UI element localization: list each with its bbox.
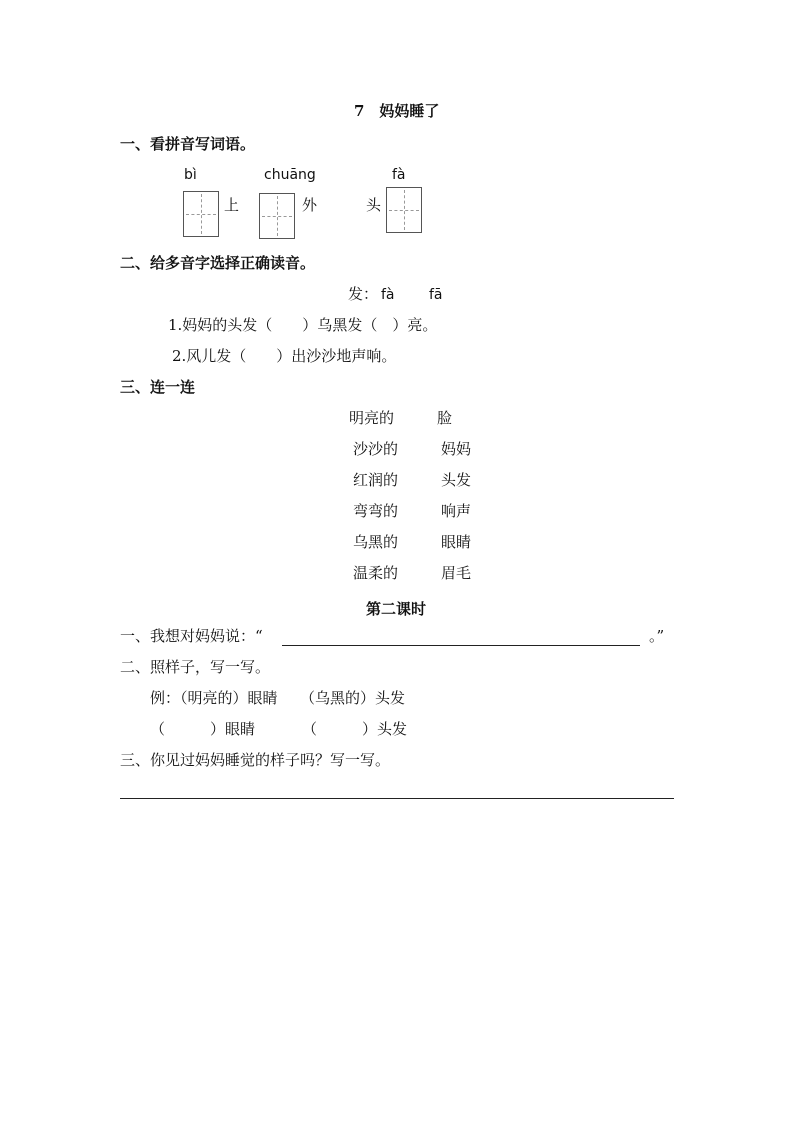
polyphone-char: 发：	[348, 285, 379, 303]
writing-box-1[interactable]	[183, 191, 219, 237]
writing-box-2[interactable]	[259, 193, 295, 239]
match-right-item[interactable]: 眉毛	[441, 564, 472, 582]
answer-line-2[interactable]	[120, 798, 674, 799]
match-right-item[interactable]: 响声	[441, 502, 472, 520]
pinyin-fa: fà	[392, 167, 406, 183]
match-left-item[interactable]: 弯弯的	[353, 502, 399, 520]
match-left-item[interactable]: 乌黑的	[353, 533, 399, 551]
part2-question-1-end: 。”	[649, 627, 665, 645]
lesson-2-title: 第二课时	[366, 600, 427, 618]
section3-heading: 三、连一连	[120, 378, 196, 396]
reading-option-1: fà	[381, 287, 395, 303]
pinyin-chuang: chuāng	[264, 167, 316, 183]
fill-blank-eyes[interactable]: （ ）眼睛	[150, 720, 256, 738]
match-left-item[interactable]: 温柔的	[353, 564, 399, 582]
match-left-item[interactable]: 红润的	[353, 471, 399, 489]
match-left-item[interactable]: 沙沙的	[353, 440, 399, 458]
writing-box-3[interactable]	[386, 187, 422, 233]
section2-heading: 二、给多音字选择正确读音。	[120, 254, 316, 272]
char-tou: 头	[366, 196, 382, 214]
match-right-item[interactable]: 脸	[437, 409, 453, 427]
match-right-item[interactable]: 眼睛	[441, 533, 472, 551]
match-right-item[interactable]: 头发	[441, 471, 472, 489]
section1-heading: 一、看拼音写词语。	[120, 135, 256, 153]
pinyin-bi: bì	[184, 167, 197, 183]
part2-question-3-heading: 三、你见过妈妈睡觉的样子吗？写一写。	[120, 751, 391, 769]
match-right-item[interactable]: 妈妈	[441, 440, 472, 458]
char-shang: 上	[224, 196, 240, 214]
example-line: 例：（明亮的）眼睛 （乌黑的）头发	[150, 689, 406, 707]
reading-option-2: fā	[429, 287, 443, 303]
page-title: 7 妈妈睡了	[354, 102, 440, 120]
part2-question-2-heading: 二、照样子，写一写。	[120, 658, 271, 676]
question-2-2: 2.风儿发（ ）出沙沙地声响。	[172, 347, 397, 365]
char-wai: 外	[302, 196, 318, 214]
question-2-1: 1.妈妈的头发（ ）乌黑发（ ）亮。	[168, 316, 438, 334]
part2-question-1: 一、我想对妈妈说：“	[120, 627, 263, 645]
fill-blank-hair[interactable]: （ ）头发	[302, 720, 408, 738]
answer-line-1[interactable]	[282, 645, 640, 646]
match-left-item[interactable]: 明亮的	[349, 409, 395, 427]
